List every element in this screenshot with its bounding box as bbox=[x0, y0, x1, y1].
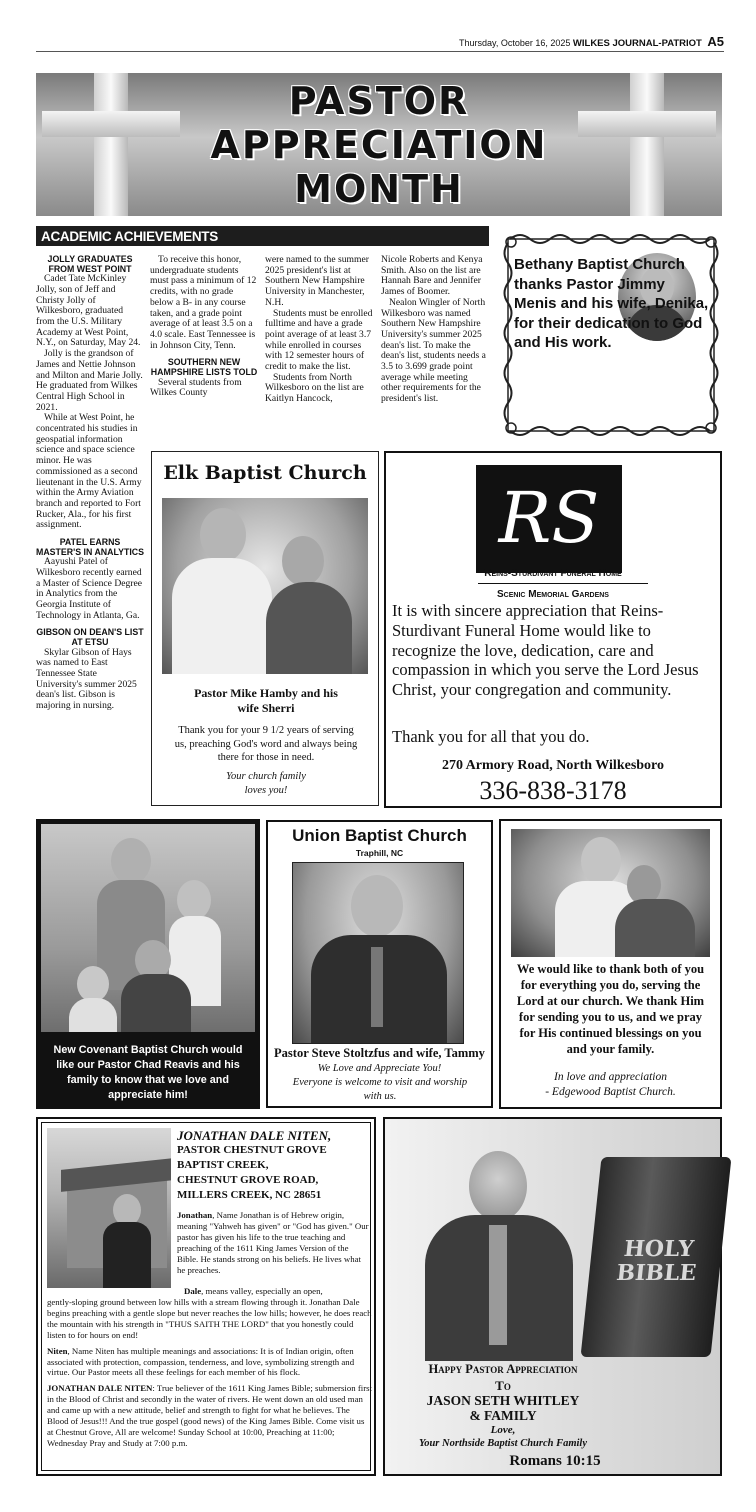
right-cross-bar bbox=[578, 111, 716, 137]
whitley-line-1: Happy Pastor Appreciation bbox=[428, 1362, 578, 1376]
jolly-paragraph-3: While at West Point, he concentrated his studies in geospatial information science and space science minor. He was commissioned as a second lieutenant in the U.S. Army within the Army Aviation branch and reported to Fort Rucker, Ala., for his first assignment. bbox=[36, 412, 142, 531]
wingler-paragraph: Nealon Wingler of North Wilkesboro was named Southern New Hampshire University's summer 2025 dean's list. To make the dean's list, students needs a 3.5 to 3.699 grade point average while meeting other requirements for the president's list. bbox=[381, 296, 486, 405]
issue-date: Thursday, October 16, 2025 bbox=[458, 38, 571, 48]
jolly-paragraph-1: Cadet Tate McKinley Jolly, son of Jeff and Christy Jolly of Wilkesboro, graduated from the U.S. Military Academy at West Point, N.Y., on Saturday, May 24. bbox=[36, 273, 141, 349]
snh-paragraph-2: were named to the summer 2025 president's list at Southern New Hampshire University in Manchester, N.H. bbox=[265, 254, 369, 308]
union-line-1: We Love and Appreciate You! bbox=[317, 1063, 442, 1074]
right-cross-icon bbox=[630, 73, 664, 216]
snh-paragraph: Several students from Wilkes County bbox=[150, 376, 242, 399]
niten-line-4: MILLERS CREEK, NC 28651 bbox=[177, 1189, 322, 1201]
niten-ad bbox=[36, 1117, 376, 1476]
bethany-ad bbox=[500, 231, 722, 439]
left-cross-bar bbox=[42, 111, 180, 137]
niten-church-photo bbox=[47, 1128, 171, 1288]
whitley-pastor-photo bbox=[419, 1141, 579, 1361]
gibson-headline: GIBSON ON DEAN'S LIST AT ETSU bbox=[36, 627, 144, 648]
whitley-line-6: Your Northside Baptist Church Family bbox=[418, 1438, 588, 1449]
niten-line-2: BAPTIST CREEK, bbox=[177, 1159, 269, 1171]
patel-paragraph: Aayushi Patel of Wilkesboro recently earned a Master of Science Degree in Analytics from the Georgia Institute of Technology in Atlanta, Ga. bbox=[36, 556, 143, 621]
edgewood-sign-2: - Edgewood Baptist Church. bbox=[545, 1086, 676, 1098]
union-caption: Pastor Steve Stoltzfus and wife, Tammy bbox=[274, 1046, 485, 1060]
edgewood-sign-1: In love and appreciation bbox=[554, 1071, 667, 1083]
banner-line-2: APPRECIATION bbox=[210, 123, 548, 167]
academic-column-2 bbox=[150, 255, 258, 399]
union-title: Union Baptist Church bbox=[292, 826, 467, 845]
elk-title: Elk Baptist Church bbox=[163, 462, 367, 484]
left-cross-icon bbox=[94, 73, 128, 216]
academic-column-4 bbox=[381, 255, 489, 405]
whitley-line-2: To bbox=[495, 1378, 511, 1393]
covenant-caption: New Covenant Baptist Church would like our Pastor Chad Reavis and his family to know that we love and appreciate him! bbox=[53, 1044, 243, 1101]
reins-thanks: Thank you for all that you do. bbox=[392, 727, 590, 746]
reins-phone: 336-838-3178 bbox=[479, 776, 627, 805]
whitley-ad bbox=[383, 1117, 722, 1476]
rs-logo-letters: RS bbox=[498, 477, 600, 559]
reins-address: 270 Armory Road, North Wilkesboro bbox=[441, 758, 665, 773]
elk-body: Thank you for your 9 1/2 years of serving us, preaching God's word and always being there for those in need. bbox=[174, 725, 358, 763]
academic-column-1 bbox=[36, 255, 144, 712]
page-header bbox=[36, 34, 724, 52]
jolly-headline: JOLLY GRADUATES FROM WEST POINT bbox=[47, 254, 133, 274]
niten-p2b: gently-sloping ground between low hills with a stream flowing through it. Jonathan Dale begins preaching with a gentle slope but never reaches the low hills; however, he does reach the mountain with his strength in "THUS SAITH THE LORD" that you honestly could listen to for hours on end! bbox=[47, 1297, 372, 1340]
pastor-appreciation-banner bbox=[36, 73, 722, 216]
niten-p1-text: , Name Jonathan is of Hebrew origin, meaning "Yahweh has given" or "God has given." Our pastor has given his life to the true teaching and preaching of the 1611 King James Version of the Bible. He stands strong on his beliefs. He lives what he preaches. bbox=[177, 1210, 369, 1275]
page-number: A5 bbox=[707, 34, 724, 49]
niten-p1 bbox=[177, 1210, 370, 1275]
niten-p1-lead: Jonathan bbox=[177, 1210, 213, 1220]
edgewood-body: We would like to thank both of you for everything you do, serving the Lord at our church. We thank Him for sending you to us, and we pray for His continued blessings on you and your family. bbox=[516, 962, 705, 1056]
reins-body: It is with sincere appreciation that Reins-Sturdivant Funeral Home would like to recognize the love, dedication, care and compassion in which you serve the Lord Jesus Christ, your congregation and community. bbox=[392, 601, 699, 700]
academic-column-3 bbox=[265, 255, 374, 405]
whitley-line-5: Love, bbox=[490, 1424, 516, 1436]
niten-p4 bbox=[47, 1383, 372, 1448]
niten-line-3: CHESTNUT GROVE ROAD, bbox=[177, 1174, 319, 1186]
niten-p2-lead: Dale bbox=[184, 1286, 202, 1296]
niten-p2a bbox=[184, 1286, 372, 1297]
stoltzfus-photo bbox=[292, 862, 464, 1044]
niten-p3-lead: Niten bbox=[47, 1345, 68, 1356]
patel-headline: PATEL EARNS MASTER'S IN ANALYTICS bbox=[36, 537, 144, 557]
elk-sign: Your church family loves you! bbox=[226, 771, 306, 796]
banner-title bbox=[186, 79, 572, 211]
whitley-line-3: JASON SETH WHITLEY bbox=[426, 1393, 580, 1408]
banner-line-3: MONTH bbox=[294, 167, 464, 211]
holy-bible-icon bbox=[580, 1157, 731, 1357]
edgewood-pastor-photo bbox=[511, 829, 710, 957]
niten-heading bbox=[177, 1128, 375, 1203]
whitley-line-4: & FAMILY bbox=[469, 1408, 537, 1423]
snh-headline: SOUTHERN NEW HAMPSHIRE LISTS TOLD bbox=[150, 357, 258, 377]
edgewood-ad bbox=[499, 819, 722, 1109]
reins-subtitle: Scenic Memorial Gardens bbox=[497, 589, 609, 600]
gibson-paragraph: Skylar Gibson of Hays was named to East Tennessee State University's summer 2025 dean's list. Gibson is majoring in nursing. bbox=[36, 646, 137, 712]
niten-name: JONATHAN DALE NITEN, bbox=[177, 1128, 332, 1143]
niten-p2a-text: , means valley, especially an open, bbox=[201, 1286, 323, 1296]
union-location: Traphill, NC bbox=[355, 848, 404, 858]
bethany-message: Bethany Baptist Church thanks Pastor Jimmy Menis and his wife, Denika, for their dedication to God and His work. bbox=[514, 256, 709, 351]
union-line-2: Everyone is welcome to visit and worship with us. bbox=[292, 1077, 468, 1102]
honor-paragraph: To receive this honor, undergraduate students must pass a minimum of 12 credits, with no grade below a B- in any course taken, and a grade point average of at least 3.5 on a 4.0 scale. East Tennessee is in Johnson City, Tenn. bbox=[150, 254, 257, 351]
niten-p4-text: : True believer of the 1611 King James Bible; submersion first in the Blood of Christ and secondly in the water of rivers. He went down an old used man and came up with a new attitude, belief and strength to fight for what he believes. The Blood of Jesus!!! And the true gospel (good news) of the King James Bible. Come visit us at Chestnut Grove, All are welcome! Sunday School at 10:00, Preaching at 11:00; Wednesday Pray and Study at 7:00 p.m. bbox=[47, 1383, 372, 1448]
section-title-academic: ACADEMIC ACHIEVEMENTS bbox=[36, 226, 489, 246]
niten-p3 bbox=[47, 1346, 372, 1379]
bible-title: HOLY BIBLE bbox=[615, 1236, 698, 1286]
niten-p3-text: , Name Niten has multiple meanings and associations: It is of Indian origin, often associated with protection, compassion, tenderness, and love, symbolizing strength and virtue. Our Pastor meets all these feelings for each member of his flock. bbox=[47, 1345, 355, 1378]
whitley-verse: Romans 10:15 bbox=[509, 1453, 601, 1469]
elk-baptist-ad bbox=[151, 451, 379, 806]
niten-line-1: PASTOR CHESTNUT GROVE bbox=[177, 1144, 327, 1156]
paper-name: WILKES JOURNAL-PATRIOT bbox=[572, 38, 702, 49]
elk-pastor-photo bbox=[162, 498, 368, 674]
elk-caption: Pastor Mike Hamby and his wife Sherri bbox=[194, 686, 338, 715]
reins-divider bbox=[478, 583, 648, 584]
rs-logo bbox=[476, 465, 622, 573]
niten-p4-lead: JONATHAN DALE NITEN bbox=[47, 1383, 153, 1394]
reavis-family-photo bbox=[41, 824, 255, 1032]
jolly-paragraph-2: Jolly is the grandson of James and Nettie Johnson and Milton and Marie Jolly. He graduated from Wilkes Central High School in 2021. bbox=[36, 348, 143, 413]
snh-paragraph-4: Students from North Wilkesboro on the list are Kaitlyn Hancock, bbox=[265, 371, 364, 405]
reins-name: Reins-Sturdivant Funeral Home bbox=[484, 568, 622, 579]
snh-paragraph-3: Students must be enrolled fulltime and have a grade point average of at least 3.7 while enrolled in courses with 12 semester hours of credit to make the list. bbox=[265, 307, 373, 373]
niten-body bbox=[47, 1297, 372, 1449]
new-covenant-ad bbox=[36, 819, 260, 1109]
union-baptist-ad bbox=[266, 820, 493, 1108]
reins-sturdivant-ad bbox=[384, 451, 722, 808]
snh-paragraph-5: Nicole Roberts and Kenya Smith. Also on the list are Hannah Bare and Jennifer James of Boomer. bbox=[381, 254, 483, 298]
banner-line-1: PASTOR bbox=[288, 79, 470, 123]
